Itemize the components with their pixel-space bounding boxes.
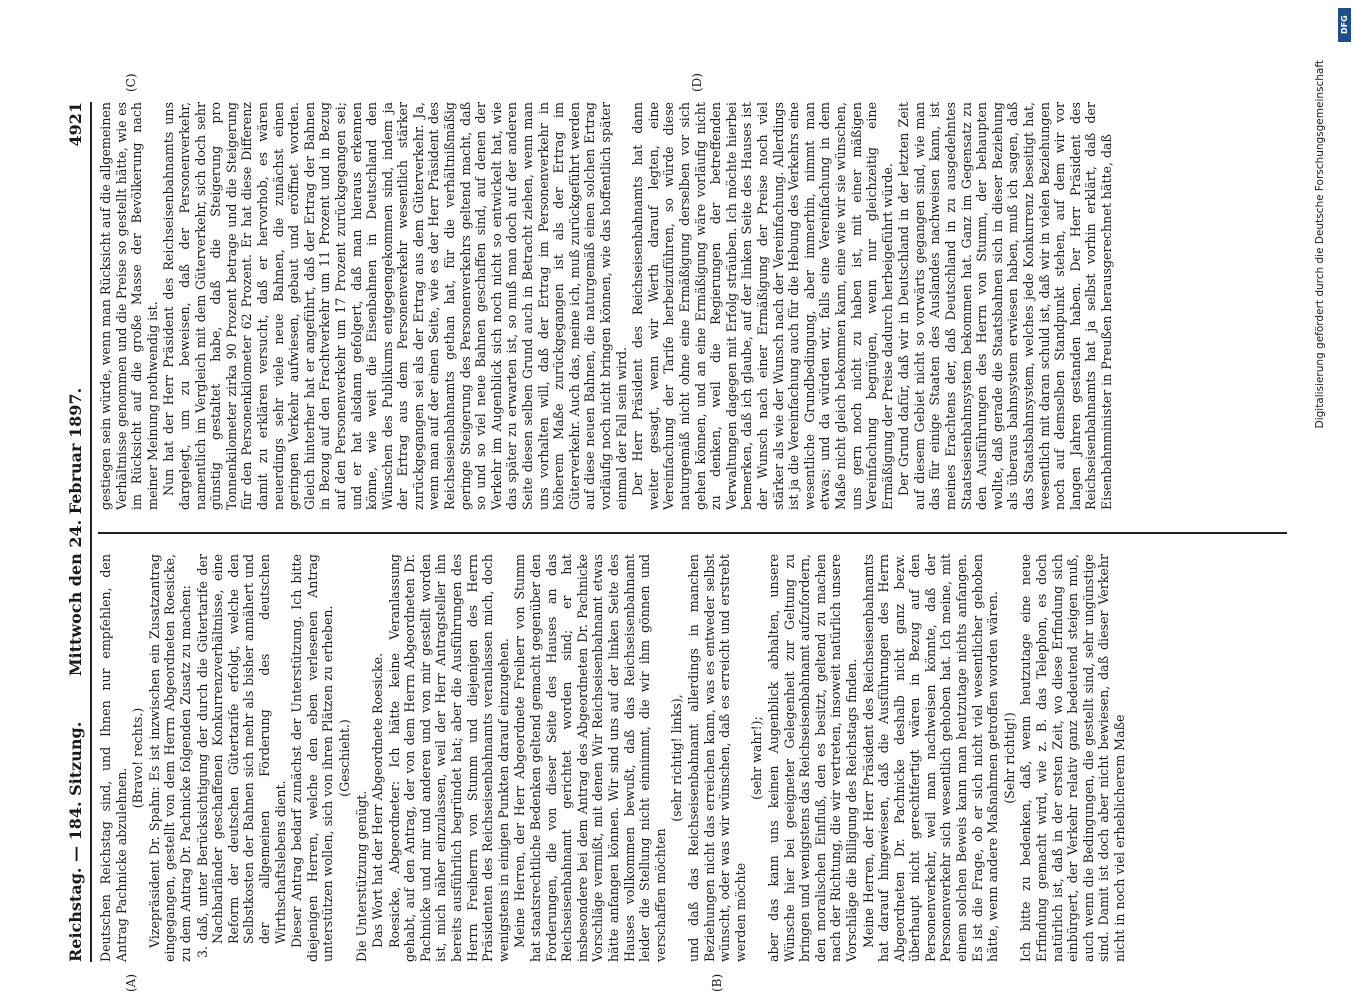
right-column xyxy=(98,102,1287,510)
paragraph: Roesicke, Abgeordneter: Ich hätte keine Veranlassung gehabt, auf den Antrag, der von dem Herrn Abgeordneten Dr. Pachnicke und mir und anderen und von mir gestellt worden ist, mich näher einzulassen, weil der Herr Antragsteller ihn bereits ausführlich begründet hat; aber die Ausführungen des Herrn Freiherrn von Stumm und diejenigen des Herrn Präsidenten des Reichseisenbahnamts veranlassen mich, doch wenigstens in einigen Punkten darauf einzugehen. xyxy=(386,554,511,962)
paragraph: und daß das Reichseisenbahnamt allerdings in manchen Beziehungen nicht das erreichen kann, was es entweder selbst wünscht, oder was wir wünschen, daß es erreicht und erstrebt werden möchte xyxy=(685,554,748,962)
paragraph: aber das kann uns keinen Augenblick abhalten, unsere Wünsche hier bei geeigneter Gelegenheit zur Geltung zu bringen und wenigstens das Reichseisenbahnamt aufzufordern, den moralischen Einfluß, den es besitzt, geltend zu machen nach der Richtung, die wir vertreten, insoweit natürlich unsere Vorschläge die Billigung des Reichstags finden. xyxy=(765,554,859,962)
column-rule xyxy=(98,532,1287,534)
header-date: Mittwoch den 24. Februar 1897. xyxy=(66,387,85,677)
paragraph: Die Unterstützung genügt. xyxy=(353,790,369,962)
interjection: (sehr richtig! links), xyxy=(669,694,685,822)
credit-text: Digitalisierung gefördert durch die Deutsche Forschungsgemeinschaft xyxy=(1314,60,1326,429)
paragraph: Meine Herren, der Herr Abgeordnete Freiherr von Stumm hat staatsrechtliche Bedenken geltend gemacht gegenüber den Forderungen, die von dieser Seite des Hauses an das Reichseisenbahnamt gerichtet worden sind; er hat insbesondere bei dem Antrag des Abgeordneten Dr. Pachnicke Vorschläge vermißt, mit denen Wir Reichseisenbahnamt etwas hätte anfangen können. Wir sind uns auf der linken Seite des Hauses vollkommen bewußt, daß das Reichseisenbahnamt leider die Stellung nicht einnimmt, die wir ihm gönnen und verschaffen möchten xyxy=(512,554,668,962)
margin-marker-d: (D) xyxy=(690,73,704,92)
paragraph: Das Wort hat der Herr Abgeordnete Roesicke. xyxy=(370,652,386,948)
page-number: 4921 xyxy=(66,102,85,147)
paragraph: Der Grund dafür, daß wir in Deutschland in der letzten Zeit auf diesem Gebiet nicht so vorwärts gegangen sind, wie man das für einige Staaten des Auslandes nachweisen kann, ist meines Erachtens der, daß Deutschland in zu ausgedehntes Staatseisenbahnsystem bekommen hat. Ganz im Gegensatz zu den Ausführungen des Herrn von Stumm, der behaupten wollte, daß gerade die Staatsbahnen sich in dieser Beziehung als überaus bahnsystem erwiesen haben, muß ich sagen, daß das Staatsbahnsystem, welches jede Konkurrenz beseitigt hat, wesentlich mit daran schuld ist, daß wir in vielen Beziehungen noch auf demselben Standpunkt stehen, auf dem wir vor langen Jahren gestanden haben. Der Herr Präsident des Reichseisenbahnamts hat ja selbst vorhin erklärt, daß der Eisenbahnminister in Preußen herausgerechnet hätte, daß xyxy=(896,102,1114,510)
paragraph: Meine Herren, der Herr Präsident des Reichseisenbahnamts hat darauf hingewiesen, daß die Ausführungen des Herrn Abgeordneten Dr. Pachnicke deshalb nicht ganz bezw. überhaupt nicht gerechtfertigt wären in Bezug auf den Personenverkehr, weil man nachweisen könnte, daß der Personenverkehr sich wesentlich gehoben hat. Ich meine, mit einem solchen Beweis kann man heutzutage nichts anfangen. Es ist die Frage, ob er sich nicht viel wesentlicher gehoben hätte, wenn andere Maßnahmen getroffen worden wären. xyxy=(860,554,1001,962)
paragraph: gestiegen sein würde, wenn man Rücksicht auf die allgemeinen Verhältnisse genommen und die Preise so gestellt hätte, wie es im Rücksicht auf die große Masse der Bevölkerung nach meiner Meinung nothwendig ist. xyxy=(98,102,160,510)
dfg-logo: DFG xyxy=(1338,8,1351,42)
list-item: 3. daß, unter Berücksichtigung der durch die Gütertarife der Nachbarländer geschaffenen Konkurrenzverhältnisse, eine Reform der deutschen Gütertarife erfolgt, welche den Selbstkosten der Bahnen sich mehr als bisher annähert und der allgemeinen Förderung des deutschen Wirthschaftslebens dient. xyxy=(194,554,288,958)
paragraph: Deutschen Reichstag sind, und Ihnen nur empfehlen, den Antrag Pachnicke abzulehnen. xyxy=(98,554,129,962)
margin-marker-b: (B) xyxy=(710,973,724,992)
header-left: Reichstag. — 184. Sitzung. xyxy=(66,721,85,962)
interjection: (Sehr richtig!) xyxy=(1001,712,1017,804)
paragraph: Der Herr Präsident des Reichseisenbahnamts hat dann weiter gesagt, wenn wir Werth darauf legten, eine Vereinfachung der Tarife herbeizuführen, so würde diese naturgemäß nicht ohne eine Ermäßigung derselben vor sich gehen können, und an eine Ermäßigung wäre vorläufig nicht zu denken, weil die Regierungen der betreffenden Verwaltungen dagegen mit Erfolg sträuben. Ich möchte hierbei bemerken, daß ich glaube, auf der linken Seite des Hauses ist der Wunsch nach einer Ermäßigung der Preise noch viel stärker als wie der Wunsch nach der Vereinfachung. Allerdings ist ja die Vereinfachung auch für die Hebung des Verkehrs eine wesentliche Grundbedingung, aber immerhin, nimmt man etwas; und da würden wir, falls eine Vereinfachung in dem Maße nicht gleich bekommen kann, eine wie wir sie wünschen, uns gern noch nicht zu haben ist, mit einer mäßigen Vereinfachung begnügen, wenn nur gleichzeitig eine Ermäßigung der Preise dadurch herbeigeführt würde. xyxy=(630,102,895,510)
newspaper-page xyxy=(62,73,1287,992)
margin-marker-a: (A) xyxy=(124,973,138,992)
margin-marker-c: (C) xyxy=(124,73,138,92)
interjection: (sehr wahr!); xyxy=(749,716,765,800)
paragraph: Dieser Antrag bedarf zunächst der Unterstützung. Ich bitte diejenigen Herren, welche den eben verlesenen Antrag unterstützen wollen, sich von ihren Plätzen zu erheben. xyxy=(289,554,336,962)
interjection: (Bravo! rechts.) xyxy=(130,707,146,809)
page-header xyxy=(62,102,92,962)
left-column xyxy=(98,554,1287,962)
interjection: (Geschieht.) xyxy=(336,719,352,797)
paragraph: Vizepräsident Dr. Spahn: Es ist inzwischen ein Zusatzantrag eingegangen, gestellt von dem Herrn Abgeordneten Roesicke, zu dem Antrag Dr. Pachnicke folgenden Zusatz zu machen: xyxy=(146,554,193,962)
paragraph: Ich bitte zu bedenken, daß, wenn heutzutage eine neue Erfindung gemacht wird, wie z. B. das Telephon, es doch natürlich ist, daß in der ersten Zeit, wo diese Erfindung sich einbürgert, der Verkehr relativ ganz bedeutend steigen muß, auch wenn die Bedingungen, die gestellt sind, sehr ungünstige sind. Damit ist doch aber nicht bewiesen, daß dieser Verkehr nicht in noch viel erheblicherem Maße xyxy=(1018,554,1127,962)
digitization-credit xyxy=(1310,0,1350,1000)
paragraph: Nun hat der Herr Präsident des Reichseisenbahnamts uns dargelegt, um zu beweisen, daß der Personenverkehr, namentlich im Vergleich mit dem Güterverkehr, sich doch sehr günstig gestaltet habe, daß die Steigerung pro Tonnenkilometer zirka 90 Prozent betrage und die Steigerung für den Personenkilometer 62 Prozent. Er hat diese Differenz damit zu erklären versucht, daß er hervorhob, es wären neuerdings sehr viele neue Bahnen, die zunächst einen geringen Verkehr aufwiesen, gebaut und eröffnet worden. Gleich hinterher hat er angeführt, daß der Ertrag der Bahnen in Bezug auf den Frachtverkehr um 11 Prozent und in Bezug auf den Personenverkehr um 17 Prozent zurückgegangen sei; und er hat alsdann gefolgert, daß man hieraus erkennen könne, wie weit die Eisenbahnen in Deutschland den Wünschen des Publikums entgegengekommen sind, indem ja der Ertrag aus dem Personenverkehr wesentlich stärker zurückgegangen sei als der Ertrag aus dem Güterverkehr. Ja, wenn man auf der einen Seite, wie es der Herr Präsident des Reichseisenbahnamts gethan hat, für die verhältnißmäßig geringe Steigerung des Personenverkehrs geltend macht, daß so und so viel neue Bahnen geschaffen sind, auf denen der Verkehr im Augenblick sich noch nicht so entwickelt hat, wie das später zu erwarten ist, so muß man doch auf der anderen Seite diesen selben Grund auch in Betracht ziehen, wenn man uns vorhalten will, daß der Ertrag im Personenverkehr in höherem Maße zurückgegangen ist als der Ertrag im Güterverkehr. Auch das, meine ich, muß zurückgeführt werden auf diese neuen Bahnen, die naturgemäß einen solchen Ertrag vorläufig noch nicht bringen können, wie das hoffentlich später einmal der Fall sein wird. xyxy=(161,102,629,510)
